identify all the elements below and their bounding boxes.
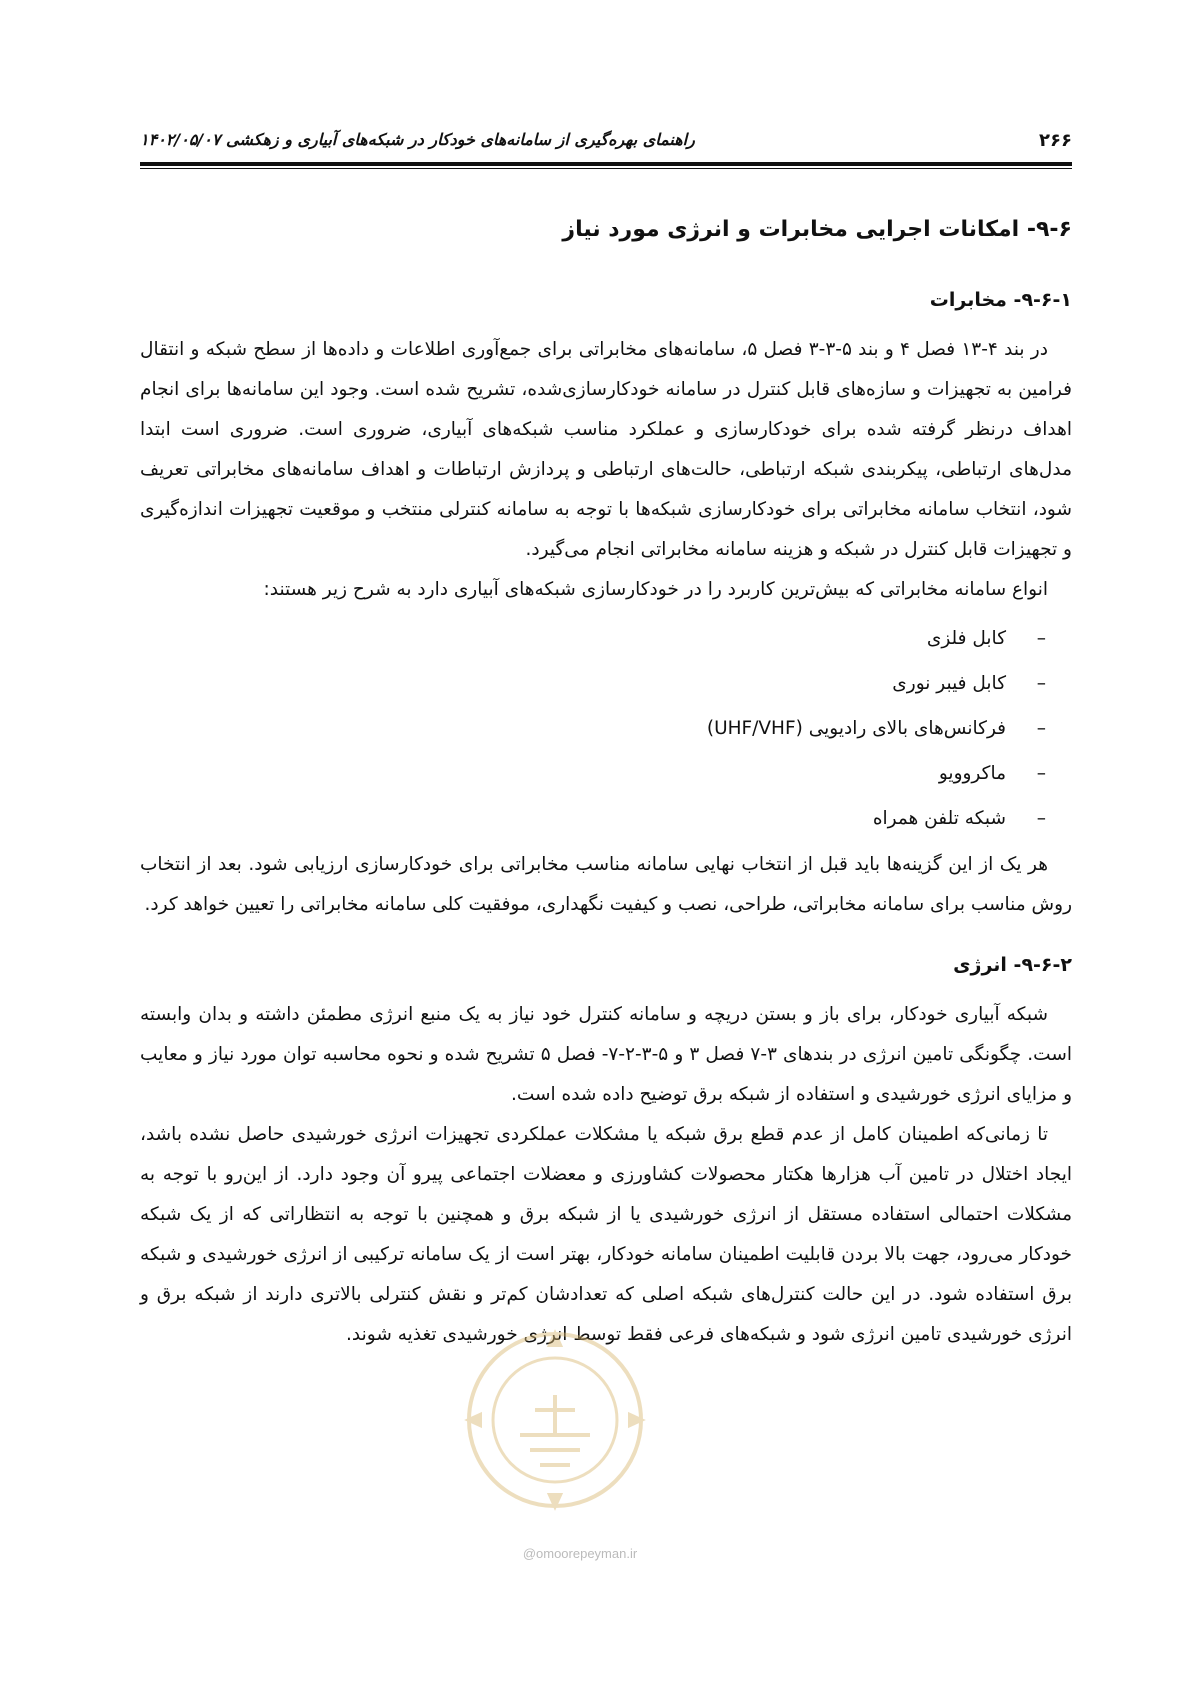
list-item-text: کابل فیبر نوری <box>892 672 1006 694</box>
list-item <box>140 661 1046 706</box>
paragraph: تا زمانی‌که اطمینان کامل از عدم قطع برق شبکه یا مشکلات عملکردی تجهیزات انرژی خورشیدی حاصل نشده باشد، ایجاد اختلال در تامین آب هزارها هکتار محصولات کشاورزی و معضلات اجتماعی پیرو آن وجود دارد. از این‌رو با توجه به مشکلات احتمالی استفاده مستقل از انرژی خورشیدی یا از شبکه برق و همچنین با توجه به انتظاراتی که از یک شبکه خودکار می‌رود، جهت بالا بردن قابلیت اطمینان سامانه خودکار، بهتر است از یک سامانه ترکیبی از انرژی خورشیدی و شبکه برق استفاده شود. در این حالت کنترل‌های شبکه اصلی که تعدادشان کم‌تر و نقش کنترلی بالاتری دارند از شبکه برق و انرژی خورشیدی تامین انرژی شود و شبکه‌های فرعی فقط توسط انرژی خورشیدی تغذیه شوند. <box>140 1124 1072 1345</box>
section-title: ۹-۶- امکانات اجرایی مخابرات و انرژی مورد نیاز <box>562 217 1072 242</box>
list-item <box>140 751 1046 796</box>
subsection-title-telecom: ۹-۶-۱- مخابرات <box>929 289 1072 311</box>
paragraph: هر یک از این گزینه‌ها باید قبل از انتخاب نهایی سامانه مناسب مخابراتی برای خودکارسازی ارزیابی شود. بعد از انتخاب روش مناسب برای سامانه مخابراتی، طراحی، نصب و کیفیت نگهداری، موفقیت کلی سامانه مخابراتی را تعیین خواهد کرد. <box>140 854 1072 915</box>
list-item <box>140 796 1046 841</box>
bullet-dash: – <box>1036 627 1046 649</box>
bullet-dash: – <box>1036 717 1046 739</box>
telecom-options-list <box>140 616 1072 841</box>
header-rule-thin <box>140 168 1072 169</box>
list-item-text: شبکه تلفن همراه <box>872 807 1006 829</box>
list-item <box>140 706 1046 751</box>
list-item-text: فرکانس‌های بالای رادیویی (UHF/VHF) <box>706 717 1006 739</box>
running-title: راهنمای بهره‌گیری از سامانه‌های خودکار در شبکه‌های آبیاری و زهکشی ۱۴۰۲/۰۵/۰۷ <box>140 130 695 149</box>
page-number: ۲۶۶ <box>1039 130 1072 151</box>
bullet-dash: – <box>1036 807 1046 829</box>
header-rule-thick <box>140 162 1072 166</box>
bullet-dash: – <box>1036 762 1046 784</box>
subsection-title-energy: ۹-۶-۲- انرژی <box>953 954 1072 976</box>
running-header <box>140 126 1072 158</box>
list-item <box>140 616 1046 661</box>
list-item-text: ماکروویو <box>938 762 1006 784</box>
paragraph: انواع سامانه مخابراتی که بیش‌ترین کاربرد را در خودکارسازی شبکه‌های آبیاری دارد به شرح زیر هستند: <box>263 579 1048 600</box>
paragraph: در بند ۴-۱۳ فصل ۴ و بند ۵-۳-۳ فصل ۵، سامانه‌های مخابراتی برای جمع‌آوری اطلاعات و داده‌ها از سطح شبکه و انتقال فرامین به تجهیزات و سازه‌های قابل کنترل در سامانه خودکارسازی‌شده، تشریح شده است. وجود این سامانه‌ها برای انجام اهداف درنظر گرفته شده برای خودکارسازی و عملکرد مناسب شبکه‌های آبیاری، ضروری است. ضروری است ابتدا مدل‌های ارتباطی، پیکربندی شبکه ارتباطی، حالت‌های ارتباطی و پردازش ارتباطات و اهداف سامانه‌های مخابراتی تعریف شود، انتخاب سامانه مخابراتی برای خودکارسازی شبکه‌ها با توجه به سامانه کنترلی منتخب و موقعیت تجهیزات اندازه‌گیری و تجهیزات قابل کنترل در شبکه و هزینه سامانه مخابراتی انجام می‌گیرد. <box>140 339 1072 560</box>
paragraph: شبکه آبیاری خودکار، برای باز و بستن دریچه و سامانه کنترل خود نیاز به یک منبع انرژی مطمئن داشته و بدان وابسته است. چگونگی تامین انرژی در بندهای ۳-۷ فصل ۳ و ۵-۳-۲-۷- فصل ۵ تشریح شده و نحوه محاسبه توان مورد نیاز و معایب و مزایای انرژی خورشیدی و استفاده از شبکه برق توضیح داده شده است. <box>140 1004 1072 1105</box>
list-item-text: کابل فلزی <box>926 627 1006 649</box>
watermark-url: @omoorepeyman.ir <box>522 1546 638 1561</box>
watermark-seal-icon <box>460 1325 650 1515</box>
document-body <box>140 210 1072 1355</box>
bullet-dash: – <box>1036 672 1046 694</box>
